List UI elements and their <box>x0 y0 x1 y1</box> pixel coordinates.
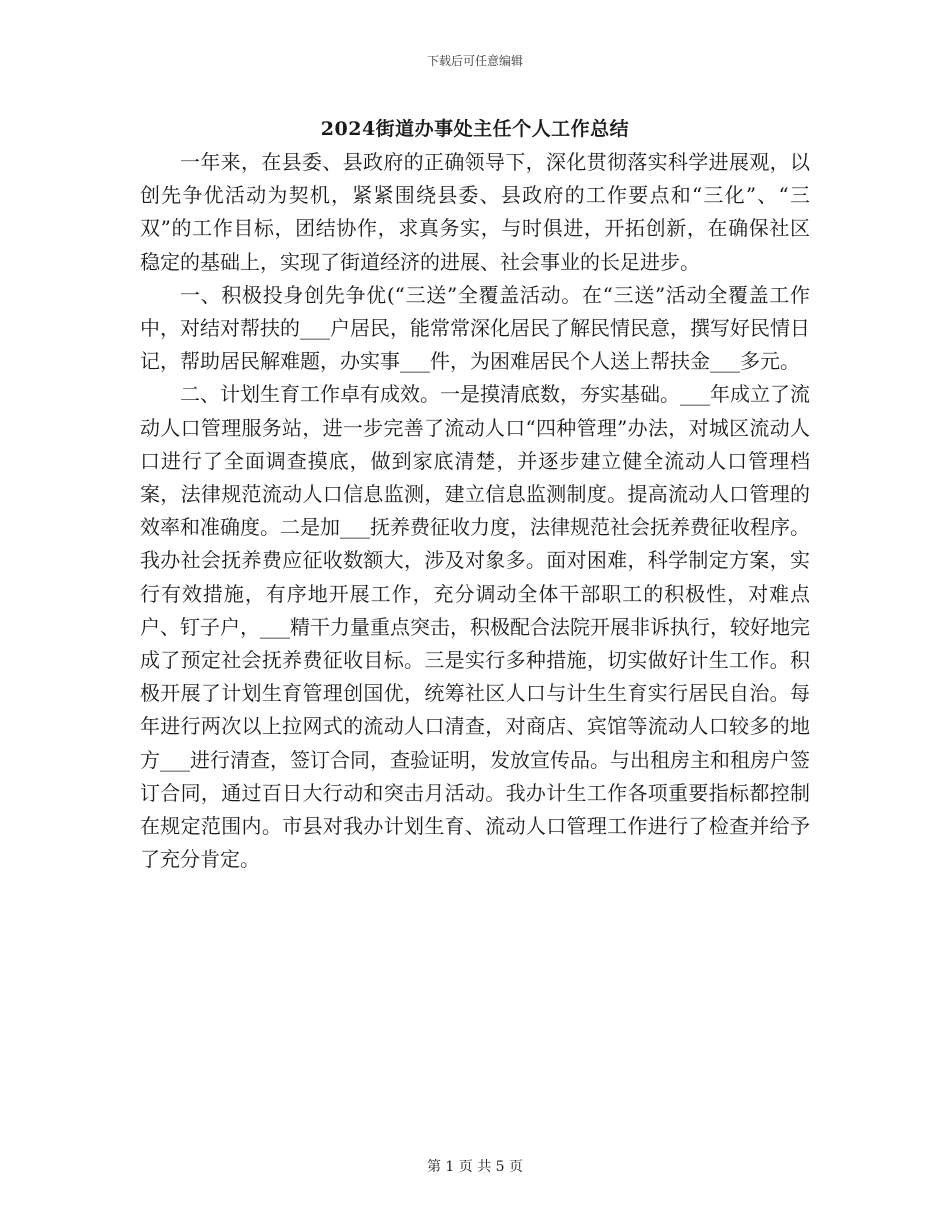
document-body <box>140 146 810 876</box>
header-note: 下载后可任意编辑 <box>426 54 523 68</box>
page-number: 第 1 页 共 5 页 <box>426 1159 524 1175</box>
paragraph-section-2: 二、计划生育工作卓有成效。一是摸清底数，夯实基础。___年成立了流动人口管理服务站，进一步完善了流动人口“四种管理”办法，对城区流动人口进行了全面调查摸底，做到家底清楚，并逐步建立健全流动人口管理档案，法律规范流动人口信息监测，建立信息监测制度。提高流动人口管理的效率和准确度。二是加___抚养费征收力度，法律规范社会抚养费征收程序。我办社会抚养费应征收数额大，涉及对象多。面对困难，科学制定方案，实行有效措施，有序地开展工作，充分调动全体干部职工的积极性，对难点户、钉子户，___精干力量重点突击，积极配合法院开展非诉执行，较好地完成了预定社会抚养费征收目标。三是实行多种措施，切实做好计生工作。积极开展了计划生育管理创国优，统筹社区人口与计生生育实行居民自治。每年进行两次以上拉网式的流动人口清查，对商店、宾馆等流动人口较多的地方___进行清查，签订合同，查验证明，发放宣传品。与出租房主和租房户签订合同，通过百日大行动和突击月活动。我办计生工作各项重要指标都控制在规定范围内。市县对我办计划生育、流动人口管理工作进行了检查并给予了充分肯定。 <box>140 382 810 872</box>
paragraph-intro: 一年来，在县委、县政府的正确领导下，深化贯彻落实科学进展观，以创先争优活动为契机，紧紧围绕县委、县政府的工作要点和“三化”、“三双”的工作目标，团结协作，求真务实，与时俱进，开拓创新，在确保社区稳定的基础上，实现了街道经济的进展、社会事业的长足进步。 <box>140 150 810 274</box>
paragraph-section-1: 一、积极投身创先争优(“三送”全覆盖活动。在“三送”活动全覆盖工作中，对结对帮扶的___户居民，能常常深化居民了解民情民意，撰写好民情日记，帮助居民解难题，办实事___件，为困难居民个人送上帮扶金___多元。 <box>140 282 810 374</box>
document-title: 2024街道办事处主任个人工作总结 <box>320 118 630 140</box>
